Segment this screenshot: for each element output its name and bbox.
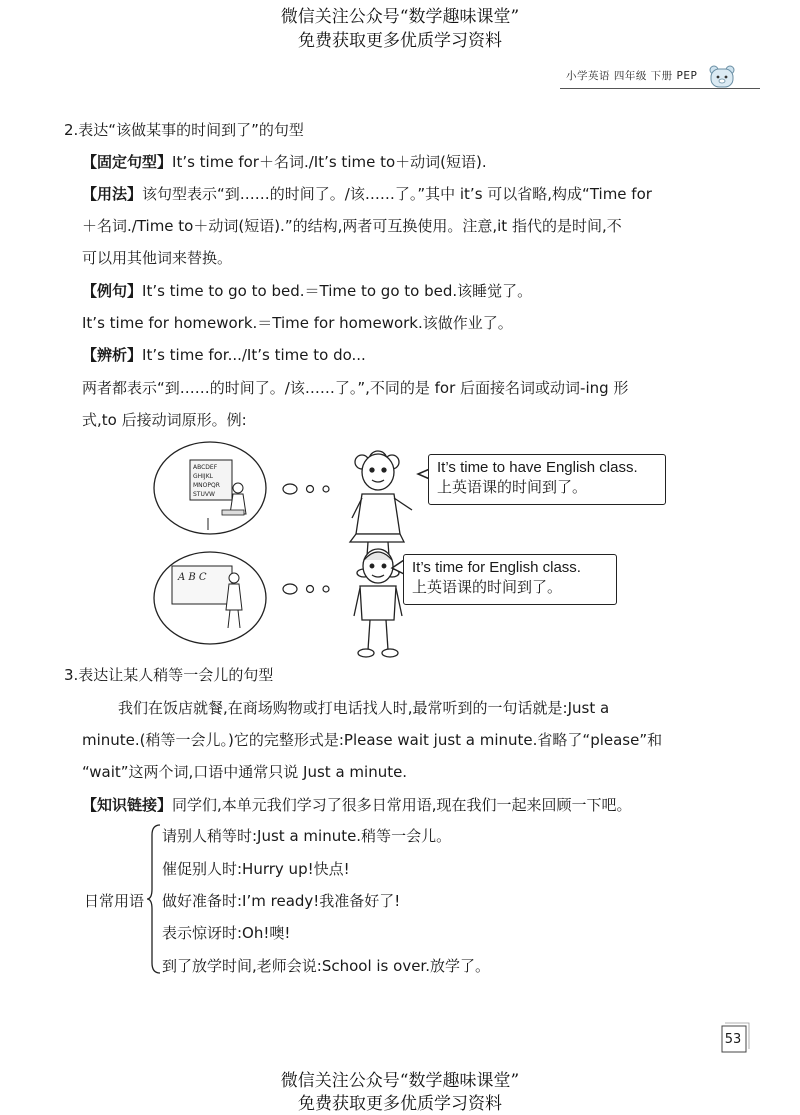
section3-para-line3: “wait”这两个词,口语中通常只说 Just a minute. [82,763,408,781]
bubble2-chinese: 上英语课的时间到了。 [412,579,563,596]
section3-para-line1: 我们在饭店就餐,在商场购物或打电话找人时,最常听到的一句话就是:Just a [118,699,610,717]
watermark-bottom-line1: 微信关注公众号“数学趣味课堂” [280,1071,520,1091]
svg-text:ABCDEF: ABCDEF [193,464,218,471]
section2-heading: 2.表达“该做某事的时间到了”的句型 [64,121,304,139]
section3-heading: 3.表达让某人稍等一会儿的句型 [64,666,274,684]
expression-item: 催促别人时:Hurry up!快点! [162,860,350,878]
knowledge-link-tag: 【知识链接】 [82,796,173,814]
usage-tag: 【用法】 [82,185,143,203]
thought-scene-1 [154,442,266,534]
expression-item: 做好准备时:I’m ready!我准备好了! [162,892,401,910]
svg-text:MNOPQR: MNOPQR [193,482,220,489]
usage-line1 [82,184,652,204]
example-line2: It’s time for homework.＝Time for homework.该做作业了。 [82,314,513,332]
page-number: 53 [724,1032,742,1047]
bubble1-chinese: 上英语课的时间到了。 [437,479,588,496]
left-brace [146,823,162,975]
example-tag: 【例句】 [82,282,143,300]
analysis-line [82,345,366,365]
analysis-text: It’s time for.../It’s time to do... [142,346,366,364]
speech-bubble-2 [403,554,617,605]
watermark-top-line2: 免费获取更多优质学习资料 [298,31,502,51]
thought-scene-2 [154,552,266,644]
usage-text1: 该句型表示“到……的时间了。/该……了。”其中 it’s 可以省略,构成“Time for [142,185,652,203]
watermark-bottom-line2: 免费获取更多优质学习资料 [298,1094,502,1114]
pattern-text: It’s time for＋名词./It’s time to＋动词(短语). [172,153,487,171]
example-text1: It’s time to go to bed.＝Time to go to bed.该睡觉了。 [142,282,533,300]
svg-text:GHIJKL: GHIJKL [193,473,213,480]
speech-bubble-1 [428,454,666,505]
knowledge-link-text: 同学们,本单元我们学习了很多日常用语,现在我们一起来回顾一下吧。 [172,796,632,814]
analysis-para-line1: 两者都表示“到……的时间了。/该……了。”,不同的是 for 后面接名词或动词-ing 形 [82,379,629,397]
usage-line3: 可以用其他词来替换。 [82,249,233,267]
book-header-label: 小学英语 四年级 下册 PEP [566,70,698,82]
board-letters: A B C [178,572,207,583]
bubble2-english: It’s time for English class. [412,559,581,576]
svg-text:STUVW: STUVW [193,491,215,498]
expression-item: 表示惊讶时:Oh!噢! [162,924,291,942]
header-rule [560,88,760,89]
expression-item: 请别人稍等时:Just a minute.稍等一会儿。 [162,827,452,845]
example-line1 [82,281,532,301]
analysis-para-line2: 式,to 后接动词原形。例: [82,411,247,429]
analysis-tag: 【辨析】 [82,346,143,364]
pattern-tag: 【固定句型】 [82,153,173,171]
expressions-category-label: 日常用语 [84,892,145,910]
bubble1-english: It’s time to have English class. [437,459,638,476]
boy-figure [354,549,402,657]
pattern-line [82,152,487,172]
thought-dots [283,484,329,594]
bear-mascot-icon [708,64,736,88]
expression-item: 到了放学时间,老师会说:School is over.放学了。 [162,957,490,975]
usage-line2: ＋名词./Time to＋动词(短语).”的结构,两者可互换使用。注意,it 指代的是时间,不 [82,217,622,235]
section3-para-line2: minute.(稍等一会儿。)它的完整形式是:Please wait just a minute.省略了“please”和 [82,731,663,749]
knowledge-link-line [82,795,632,815]
watermark-top-line1: 微信关注公众号“数学趣味课堂” [280,7,520,27]
